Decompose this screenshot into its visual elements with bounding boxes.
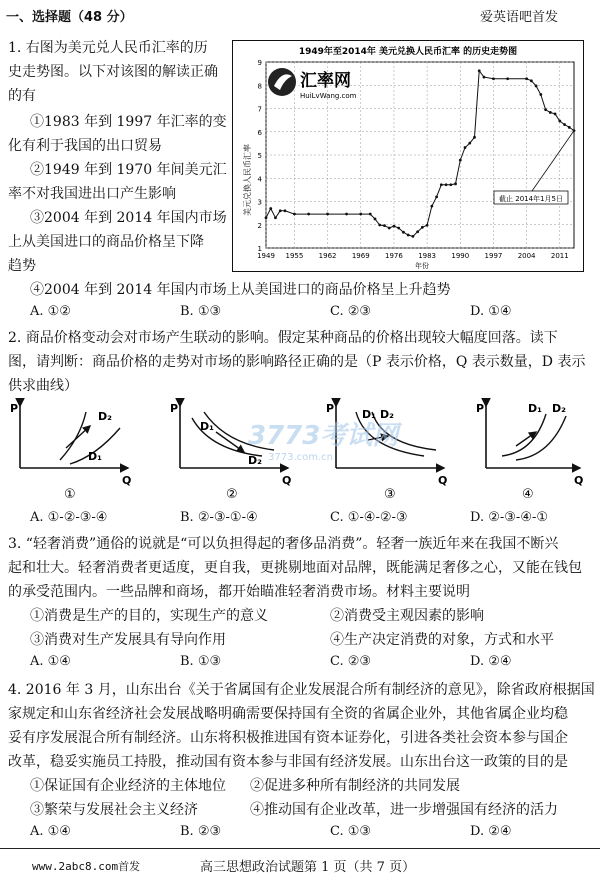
q3-line-1: 3. “轻奢消费”通俗的说就是“可以负担得起的奢侈品消费”。轻奢一族近年来在我国不断兴 xyxy=(8,536,559,552)
d1-label: D₁ xyxy=(88,450,102,463)
data-point xyxy=(549,111,552,114)
q2-line-3: 供求曲线） xyxy=(8,378,78,394)
data-point xyxy=(478,69,481,72)
graph-number: ③ xyxy=(384,487,396,502)
data-point xyxy=(265,216,268,219)
data-point xyxy=(530,79,533,82)
data-point xyxy=(435,195,438,198)
q1-item: ④2004 年到 2014 年国内市场上从美国进口的商品价格呈上升趋势 xyxy=(30,282,451,298)
q4-item-1: ①保证国有企业经济的主体地位 xyxy=(30,778,226,794)
chart-xlabel: 年份 xyxy=(415,262,429,270)
q1-option-d: D. ①④ xyxy=(470,304,512,319)
chart-annotation: 截止 2014年1月5日 xyxy=(499,195,563,203)
p-axis-label: P xyxy=(170,402,179,415)
q-axis-label: Q xyxy=(122,474,132,487)
y-tick-label: 8 xyxy=(257,82,262,91)
q4-line-2: 家规定和山东省经济社会发展战略明确需要保持国有全资的省属企业外，其他省属企业均稳 xyxy=(8,706,568,722)
q4-line-1: 4. 2016 年 3 月，山东出台《关于省属国有企业发展混合所有制经济的意见》，除省政府根据国 xyxy=(8,682,595,698)
shift-arrow xyxy=(66,426,90,448)
chart-yticks xyxy=(258,59,263,253)
d1-label: D₁ xyxy=(528,402,542,415)
data-point xyxy=(345,213,348,216)
y-tick-label: 4 xyxy=(257,175,262,184)
data-point xyxy=(445,183,448,186)
data-point xyxy=(558,120,561,123)
exchange-rate-chart xyxy=(232,40,584,272)
data-point xyxy=(539,93,542,96)
chart-ylabel: 美元兑换人民币汇率 xyxy=(243,144,252,216)
data-point xyxy=(440,183,443,186)
x-tick-label: 1997 xyxy=(484,252,503,260)
q2-line-1: 2. 商品价格变动会对市场产生联动的影响。假定某种商品的价格出现较大幅度回落。读下 xyxy=(8,330,558,346)
q4-line-3: 妥有序发展混合所有制经济。山东将积极推进国有资本证券化，引进各类社会资本参与国企 xyxy=(8,730,568,746)
q1-item: 化有利于我国的出口贸易 xyxy=(8,138,162,154)
q-axis-label: Q xyxy=(574,474,584,487)
q4-item-2: ②促进多种所有制经济的共同发展 xyxy=(250,778,460,794)
y-tick-label: 7 xyxy=(257,105,262,114)
y-tick-label: 6 xyxy=(257,128,262,137)
graph-number: ① xyxy=(64,487,76,502)
footer-rule xyxy=(0,848,600,849)
graph-3 xyxy=(326,402,447,502)
data-point xyxy=(506,77,509,80)
q1-line-2: 史走势图。以下对该图的解读正确 xyxy=(8,64,218,80)
x-tick-label: 1955 xyxy=(285,252,304,260)
q1-item: ③2004 年到 2014 年国内市场 xyxy=(30,210,227,226)
x-tick-label: 1962 xyxy=(318,252,337,260)
q4-option-a: A. ①④ xyxy=(30,824,71,839)
d2-label: D₂ xyxy=(248,454,262,467)
curve-d2 xyxy=(516,416,566,460)
curve-d2 xyxy=(60,412,86,460)
q4-item-3: ③繁荣与发展社会主义经济 xyxy=(30,802,198,818)
q1-option-a: A. ①② xyxy=(30,304,71,319)
data-point xyxy=(293,213,296,216)
d1-label: D₁ xyxy=(362,408,376,421)
q-axis-label: Q xyxy=(282,474,292,487)
chart-title: 1949年至2014年 美元兑换人民币汇率 的历史走势图 xyxy=(298,47,518,57)
data-point xyxy=(454,182,457,185)
x-tick-label: 1983 xyxy=(418,252,437,260)
data-point xyxy=(411,235,414,238)
data-point xyxy=(568,126,571,129)
q1-line-1: 1. 右图为美元兑人民币汇率的历 xyxy=(8,40,208,56)
footer-left: www.2abc8.com首发 xyxy=(32,860,141,873)
q1-item: 上从美国进口的商品价格呈下降 xyxy=(8,234,204,250)
p-axis-label: P xyxy=(10,402,19,415)
y-tick-label: 2 xyxy=(257,221,262,230)
x-tick-label: 1990 xyxy=(451,252,470,260)
q1-option-c: C. ②③ xyxy=(330,304,372,319)
q3-item-2: ②消费受主观因素的影响 xyxy=(330,608,484,624)
q3-option-a: A. ①④ xyxy=(30,654,71,669)
p-axis-label: P xyxy=(326,402,335,415)
q3-line-2: 起和壮大。轻奢消费者更适度，更自我，更挑剔地面对品牌，既能满足奢侈之心，又能在钱包 xyxy=(8,560,582,576)
d1-label: D₁ xyxy=(200,420,214,433)
q1-item: ①1983 年到 1997 年汇率的变 xyxy=(30,114,227,130)
data-point xyxy=(525,77,528,80)
q2-option-d: D. ②-③-④-① xyxy=(470,510,549,525)
d2-label: D₂ xyxy=(98,410,112,423)
x-tick-label: 2011 xyxy=(550,252,569,260)
q1-item: 率不对我国进出口产生影响 xyxy=(8,186,176,202)
y-tick-label: 3 xyxy=(257,198,262,207)
data-point xyxy=(388,227,391,230)
graph-number: ② xyxy=(226,487,238,502)
footer-page: 高三思想政治试题第 1 页（共 7 页） xyxy=(200,860,416,875)
x-tick-label: 1949 xyxy=(257,252,275,260)
data-point xyxy=(464,146,467,149)
data-point xyxy=(544,108,547,111)
q3-option-b: B. ①③ xyxy=(180,654,222,669)
data-point xyxy=(430,205,433,208)
q3-line-3: 的承受范围内。一些品牌和商场，都开始瞄准轻奢消费市场。材料主要说明 xyxy=(8,584,470,600)
huilv-logo xyxy=(268,68,357,100)
y-tick-label: 1 xyxy=(257,245,262,253)
x-tick-label: 2004 xyxy=(517,252,536,260)
q2-line-2: 图，请判断：商品价格的走势对市场的影响路径正确的是（P 表示价格，Q 表示数量，D 表示 xyxy=(8,354,586,370)
data-point xyxy=(407,234,410,237)
data-point xyxy=(468,142,471,145)
data-point xyxy=(359,213,362,216)
p-axis-label: P xyxy=(476,402,485,415)
watermark-text: 爱英语吧首发 xyxy=(480,10,559,25)
data-point xyxy=(378,224,381,227)
q1-option-b: B. ①③ xyxy=(180,304,222,319)
data-point xyxy=(284,209,287,212)
data-point xyxy=(402,231,405,234)
data-point xyxy=(393,225,396,228)
site-watermark-url: 3773.com.cn xyxy=(268,452,333,463)
q2-option-c: C. ①-④-②-③ xyxy=(330,510,408,525)
q-axis-label: Q xyxy=(438,474,448,487)
data-point xyxy=(483,76,486,79)
data-point xyxy=(554,112,557,115)
q3-option-c: C. ②③ xyxy=(330,654,372,669)
data-point xyxy=(307,213,310,216)
data-point xyxy=(535,85,538,88)
logo-text: 汇率网 xyxy=(300,71,351,91)
q1-item: ②1949 年到 1970 年间美元汇 xyxy=(30,162,227,178)
data-point xyxy=(279,209,282,212)
data-point xyxy=(473,136,476,139)
data-point xyxy=(459,159,462,162)
site-watermark: 3773考试网 xyxy=(248,421,399,451)
q4-item-4: ④推动国有企业改革，进一步增强国有经济的活力 xyxy=(250,802,558,818)
data-point xyxy=(449,183,452,186)
supply-demand-graphs xyxy=(10,398,590,504)
x-tick-label: 1976 xyxy=(385,252,403,260)
data-point xyxy=(374,218,377,221)
q2-option-a: A. ①-②-③-④ xyxy=(30,510,108,525)
data-point xyxy=(326,213,329,216)
data-point xyxy=(397,227,400,230)
q3-item-4: ④生产决定消费的对象，方式和水平 xyxy=(330,632,554,648)
q3-option-d: D. ②④ xyxy=(470,654,512,669)
q3-item-1: ①消费是生产的目的，实现生产的意义 xyxy=(30,608,268,624)
data-point xyxy=(426,224,429,227)
data-point xyxy=(563,123,566,126)
graph-4 xyxy=(476,402,583,502)
y-tick-label: 9 xyxy=(257,59,262,67)
q1-line-3: 的有 xyxy=(8,88,36,104)
y-tick-label: 5 xyxy=(257,152,262,160)
d2-label: D₂ xyxy=(552,402,566,415)
curve-d1 xyxy=(502,414,546,456)
data-point xyxy=(369,213,372,216)
q4-line-4: 改革，稳妥实施员工持股，推动国有资本参与非国有经济发展。山东出台这一政策的目的是 xyxy=(8,754,568,770)
graph-1 xyxy=(10,402,131,502)
data-point xyxy=(492,77,495,80)
q3-item-3: ③消费对生产发展具有导向作用 xyxy=(30,632,226,648)
graph-number: ④ xyxy=(522,487,534,502)
data-point xyxy=(416,230,419,233)
section-title: 一、选择题（48 分） xyxy=(6,10,133,25)
q4-option-d: D. ②④ xyxy=(470,824,512,839)
logo-url: HuiLvWang.com xyxy=(300,92,357,100)
q4-option-c: C. ①③ xyxy=(330,824,372,839)
data-point xyxy=(274,216,277,219)
q4-option-b: B. ②③ xyxy=(180,824,222,839)
q1-item: 趋势 xyxy=(8,258,36,274)
data-point xyxy=(383,224,386,227)
q2-option-b: B. ②-③-①-④ xyxy=(180,510,258,525)
d2-label: D₂ xyxy=(380,408,394,421)
x-tick-label: 1969 xyxy=(351,252,370,260)
data-point xyxy=(269,207,272,210)
data-point xyxy=(421,226,424,229)
